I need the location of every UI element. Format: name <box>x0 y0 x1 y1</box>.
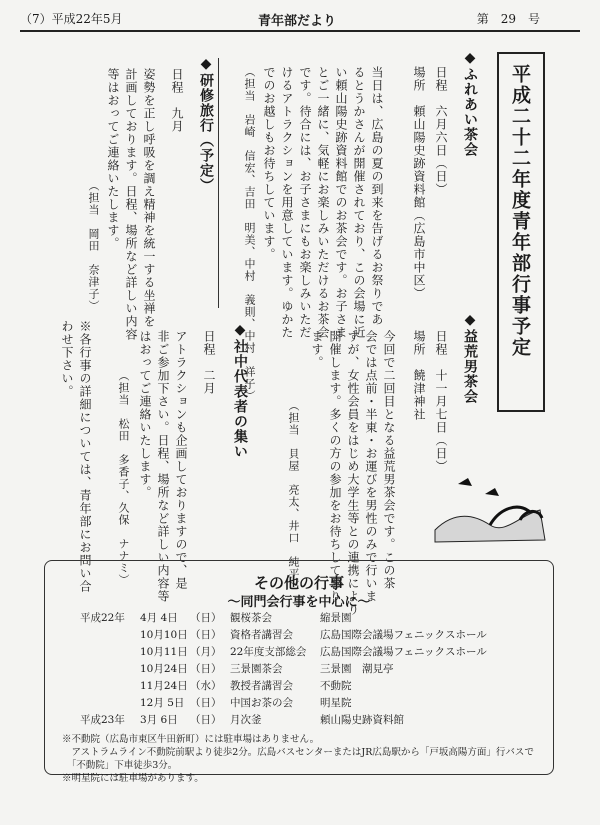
event-note: ※明星院には駐車場があります。 <box>62 773 204 784</box>
event-name: 月次釜 <box>230 714 262 726</box>
fureai-staff: （担当 岩崎 信宏、吉田 明美、中村 義則、中村 祥子） <box>243 66 256 402</box>
event-venue: 明星院 <box>320 697 352 709</box>
kenshu-line: 姿勢を正し呼吸を調え精神を統一する坐禅を <box>142 68 156 328</box>
event-date: 10月10日 <box>140 629 188 641</box>
event-note: アストラムライン不動院前駅より徒歩2分。広島バスセンターまたはJR広島駅から「戸坂高陽方面」行バスで <box>62 747 534 758</box>
event-venue: 広島国際会議場フェニックスホール <box>320 646 487 658</box>
event-venue: 広島国際会議場フェニックスホール <box>320 629 487 641</box>
kenshu-staff: （担当 岡田 奈津子） <box>87 180 100 312</box>
events-title: その他の行事 <box>253 574 344 592</box>
event-dow: （日） <box>190 714 222 726</box>
event-date: 12月 5日 <box>140 697 185 709</box>
fureai-line: とご一緒に、気軽にお楽しみいただけるお茶会 <box>316 66 330 339</box>
ekou-staff: （担当 貝屋 亮太、井口 純平） <box>287 400 300 592</box>
event-date: 10月11日 <box>140 646 188 658</box>
fureai-heading: ◆ふれあい茶会 <box>462 50 478 157</box>
page-header <box>20 8 580 32</box>
ekou-line: 会では点前・半東・お運びを男性のみで行いま <box>364 330 378 603</box>
fureai-line: です。待合には、お子さまにもお楽しみいただ <box>298 66 312 339</box>
event-dow: （日） <box>190 663 222 675</box>
event-year: 平成23年 <box>80 714 125 726</box>
event-dow: （日） <box>190 629 222 641</box>
side-note-line: ※各行事の詳細については、青年部にお問い合 <box>78 320 92 593</box>
issue-number: 第 29 号 <box>476 12 540 26</box>
event-date: 11月24日 <box>140 680 188 692</box>
event-dow: （日） <box>190 612 222 624</box>
fureai-place: 場所 頼山陽史跡資料館（広島市中区） <box>412 66 426 300</box>
kenshu-heading: ◆研修旅行（予定） <box>198 56 214 193</box>
shanai-date: 日程 二月 <box>202 330 216 395</box>
events-subtitle: 〜同門会行事を中心に〜 <box>227 595 371 610</box>
wave-fish-illustration <box>430 470 550 550</box>
event-venue: 頼山陽史跡資料館 <box>320 714 404 726</box>
event-venue: 不動院 <box>320 680 352 692</box>
event-name: 資格者講習会 <box>230 629 293 641</box>
event-dow: （月） <box>190 646 222 658</box>
side-note-line: わせ下さい。 <box>60 320 74 398</box>
event-name: 三景園茶会 <box>230 663 283 675</box>
event-name: 教授者講習会 <box>230 680 293 692</box>
ekou-heading: ◆益荒男茶会 <box>462 312 478 404</box>
ekou-date: 日程 十一月七日（日） <box>434 330 448 473</box>
ekou-line: 開催します。多くの方の参加をお待ちしており <box>328 330 342 603</box>
shanai-line: 非ご参加下さい。日程、場所など詳しい内容等 <box>156 330 170 603</box>
event-dow: （日） <box>190 697 222 709</box>
event-venue: 三景園 潮見亭 <box>320 663 394 675</box>
shanai-line: はおってご連絡いたします。 <box>138 330 152 499</box>
kenshu-line: 計画しております。日程、場所など詳しい内容 <box>124 68 138 341</box>
newsletter-title: 青年部だより <box>258 14 337 29</box>
shanai-staff: （担当 松田 多香子、久保 ナナミ） <box>117 370 130 586</box>
ekou-line: ます。 <box>310 330 324 369</box>
event-year: 平成22年 <box>80 612 125 624</box>
fureai-line: でのお越しもお待ちしています。 <box>262 66 276 261</box>
shanai-line: アトラクションも企画しておりますので、是 <box>174 330 188 590</box>
fureai-line: けるアトラクションを用意しています。ゆかた <box>280 66 294 339</box>
event-name: 22年度支部総会 <box>230 646 307 658</box>
event-date: 3月 6日 <box>140 714 178 726</box>
fureai-body <box>262 66 384 339</box>
shanai-heading: ◆社中代表者の集い <box>232 322 248 459</box>
event-note: ※不動院（広島市東区牛田新町）には駐車場はありません。 <box>62 734 320 745</box>
kenshu-line: 等はおってご連絡いたします。 <box>106 68 120 250</box>
event-name: 観桜茶会 <box>230 612 272 624</box>
event-dow: （水） <box>190 680 222 692</box>
ekou-line: すが、女性会員をはじめ大学生等との連携により <box>346 330 360 616</box>
fureai-line: るとうかさんが開催されており、この会場に近 <box>352 66 366 339</box>
column-divider <box>218 58 219 308</box>
page-title: 平成二十二年度青年部行事予定 <box>509 64 531 358</box>
fureai-line: い頼山陽史跡資料館でのお茶会です。お子さま <box>334 66 348 339</box>
ekou-line: 今回で二回目となる益荒男茶会です。この茶 <box>382 330 396 590</box>
issue-date: （7）平成22年5月 <box>20 12 123 26</box>
ekou-place: 場所 饒津神社 <box>412 330 426 421</box>
fureai-date: 日程 六月六日（日） <box>434 66 448 196</box>
kenshu-date: 日程 九月 <box>170 68 184 133</box>
event-date: 4月 4日 <box>140 612 178 624</box>
event-name: 中国お茶の会 <box>230 697 293 709</box>
page-title-box <box>497 52 545 412</box>
event-venue: 縮景園 <box>320 612 352 624</box>
event-note: 「不動院」下車徒歩3分。 <box>62 760 178 771</box>
event-date: 10月24日 <box>140 663 188 675</box>
fureai-line: 当日は、広島の夏の到来を告げるお祭りであ <box>370 66 384 326</box>
